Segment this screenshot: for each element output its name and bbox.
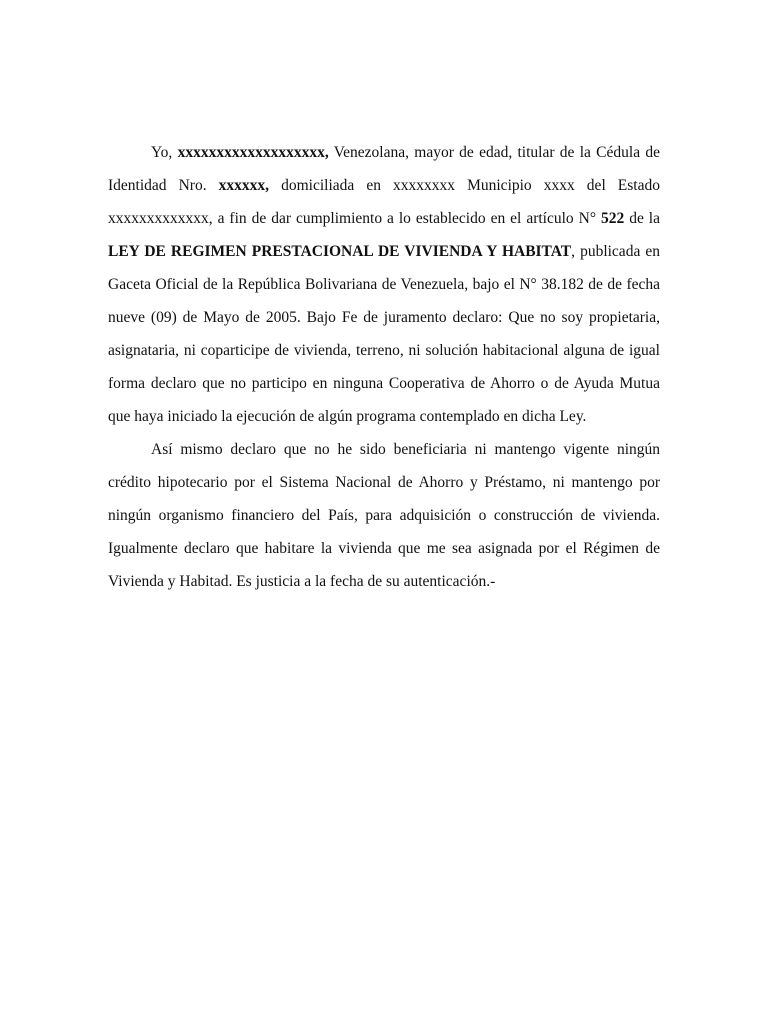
p1-segment-1: Yo, xyxy=(151,144,178,161)
declaration-paragraph-1 xyxy=(108,136,660,433)
declaration-body xyxy=(108,136,660,598)
p1-segment-2: Venezolana, mayor de edad, titular de la Cédula de Identidad Nro. xyxy=(108,144,660,194)
law-name: LEY DE REGIMEN PRESTACIONAL DE VIVIENDA Y HABITAT xyxy=(108,243,572,260)
article-number: 522 xyxy=(600,210,625,227)
declaration-paragraph-2: Así mismo declaro que no he sido beneficiaria ni mantengo vigente ningún crédito hipotecario por el Sistema Nacional de Ahorro y Préstamo, ni mantengo por ningún organismo financiero del País, para adquisición o construcción de vivienda. Igualmente declaro que habitare la vivienda que me sea asignada por el Régimen de Vivienda y Habitad. Es justicia a la fecha de su autenticación.- xyxy=(108,441,660,590)
id-number: xxxxxx, xyxy=(218,177,270,194)
p1-segment-4: de la xyxy=(624,210,660,227)
p1-segment-5: , publicada en Gaceta Oficial de la República Bolivariana de Venezuela, bajo el N° 38.182 de de fecha nueve (09) de Mayo de 2005. Bajo Fe de juramento declaro: Que no soy propietaria, asignataria, ni coparticipe de vivienda, terreno, ni solución habitacional alguna de igual forma declaro que no participo en ninguna Cooperativa de Ahorro o de Ayuda Mutua que haya iniciado la ejecución de algún programa contemplado en dicha Ley. xyxy=(108,243,661,425)
declarant-name: xxxxxxxxxxxxxxxxxxx, xyxy=(177,144,329,161)
p1-segment-3: domiciliada en xxxxxxxx Municipio xxxx del Estado xxxxxxxxxxxxx, a fin de dar cumplimiento a lo establecido en el artículo N° xyxy=(108,177,660,227)
